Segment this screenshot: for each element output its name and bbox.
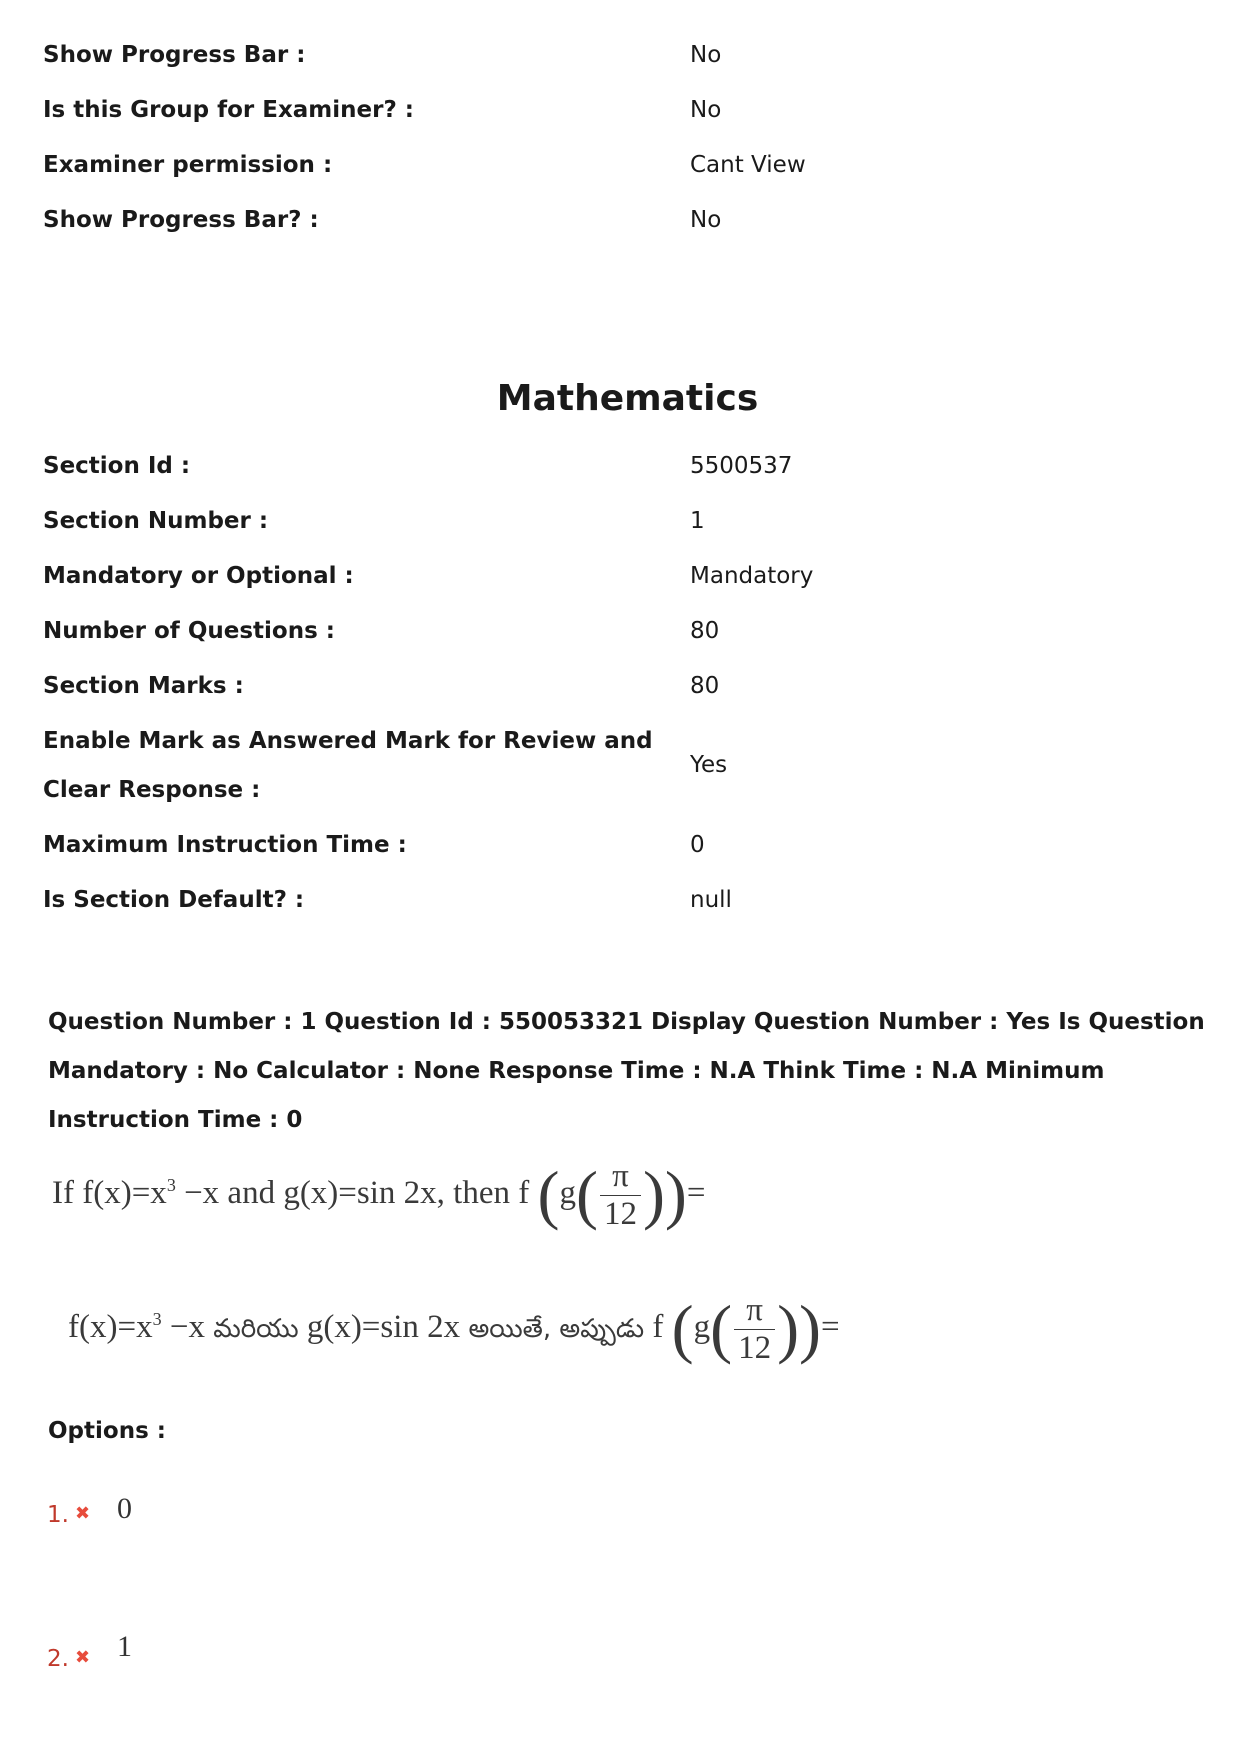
option-item[interactable] <box>47 1492 132 1528</box>
question-text-english <box>52 1158 706 1233</box>
frac-denominator: 12 <box>603 1196 637 1232</box>
fraction <box>734 1292 775 1367</box>
close-paren: )) <box>642 1158 687 1232</box>
field-label-line2: Clear Response : <box>43 777 261 803</box>
en-mid: −x and g(x)=sin 2x, then f <box>175 1175 530 1212</box>
te-pre: f(x)=x <box>68 1309 153 1346</box>
setting-value: No <box>690 97 722 123</box>
te-word-and: మరియు <box>213 1314 299 1345</box>
question-info: Question Number : 1 Question Id : 550053321 Display Question Number : Yes Is Question Mandatory : No Calculator : None Response Time : N.A Think Time : N.A Minimum Instruction Time : 0 <box>48 1009 1205 1133</box>
field-value: Mandatory <box>690 563 814 589</box>
field-label-line1: Enable Mark as Answered Mark for Review and <box>43 728 653 754</box>
field-label: Section Marks : <box>43 673 244 699</box>
option-value: 1 <box>117 1630 132 1663</box>
field-value: 80 <box>690 673 720 699</box>
option-number: 2. <box>47 1646 69 1672</box>
field-label: Maximum Instruction Time : <box>43 832 407 858</box>
setting-label: Is this Group for Examiner? : <box>43 97 415 123</box>
open-paren: ( <box>710 1292 733 1366</box>
te-mid1: −x <box>161 1309 214 1346</box>
frac-denominator: 12 <box>738 1330 772 1366</box>
field-label: Mandatory or Optional : <box>43 563 354 589</box>
field-label: Section Number : <box>43 508 269 534</box>
field-value: 0 <box>690 832 705 858</box>
section-title: Mathematics <box>496 378 759 419</box>
open-paren: ( <box>575 1158 598 1232</box>
setting-value: Cant View <box>690 152 806 178</box>
close-paren: )) <box>777 1292 822 1366</box>
te-f: f <box>644 1309 664 1346</box>
setting-value: No <box>690 42 722 68</box>
te-mid2: g(x)=sin 2x <box>298 1309 469 1346</box>
open-paren: ( <box>537 1158 560 1232</box>
equals: = <box>686 1175 706 1212</box>
field-value: 5500537 <box>690 453 793 479</box>
cross-icon: ✖ <box>74 1647 91 1668</box>
frac-numerator: π <box>600 1158 641 1196</box>
field-label: Number of Questions : <box>43 618 335 644</box>
en-text: If f(x)=x <box>52 1175 167 1212</box>
field-value: Yes <box>690 752 728 778</box>
te-word-then: అయితే, అప్పుడు <box>468 1314 645 1345</box>
options-label: Options : <box>48 1418 166 1444</box>
g-symbol: g <box>693 1309 711 1346</box>
option-item[interactable] <box>47 1630 132 1672</box>
field-value: 80 <box>690 618 720 644</box>
te-exponent: 3 <box>152 1309 162 1330</box>
question-text-telugu <box>68 1292 840 1367</box>
equals: = <box>821 1309 840 1346</box>
open-paren: ( <box>671 1292 694 1366</box>
setting-label: Show Progress Bar : <box>43 42 306 68</box>
cross-icon: ✖ <box>74 1503 91 1524</box>
g-symbol: g <box>559 1175 576 1212</box>
field-label: Section Id : <box>43 453 191 479</box>
field-value: null <box>690 887 732 913</box>
field-value: 1 <box>690 508 705 534</box>
en-exponent: 3 <box>166 1175 176 1196</box>
setting-value: No <box>690 207 722 233</box>
frac-numerator: π <box>734 1292 775 1330</box>
setting-label: Examiner permission : <box>43 152 333 178</box>
option-number: 1. <box>47 1502 69 1528</box>
fraction <box>600 1158 641 1233</box>
setting-label: Show Progress Bar? : <box>43 207 319 233</box>
field-label: Is Section Default? : <box>43 887 305 913</box>
option-value: 0 <box>117 1492 132 1525</box>
